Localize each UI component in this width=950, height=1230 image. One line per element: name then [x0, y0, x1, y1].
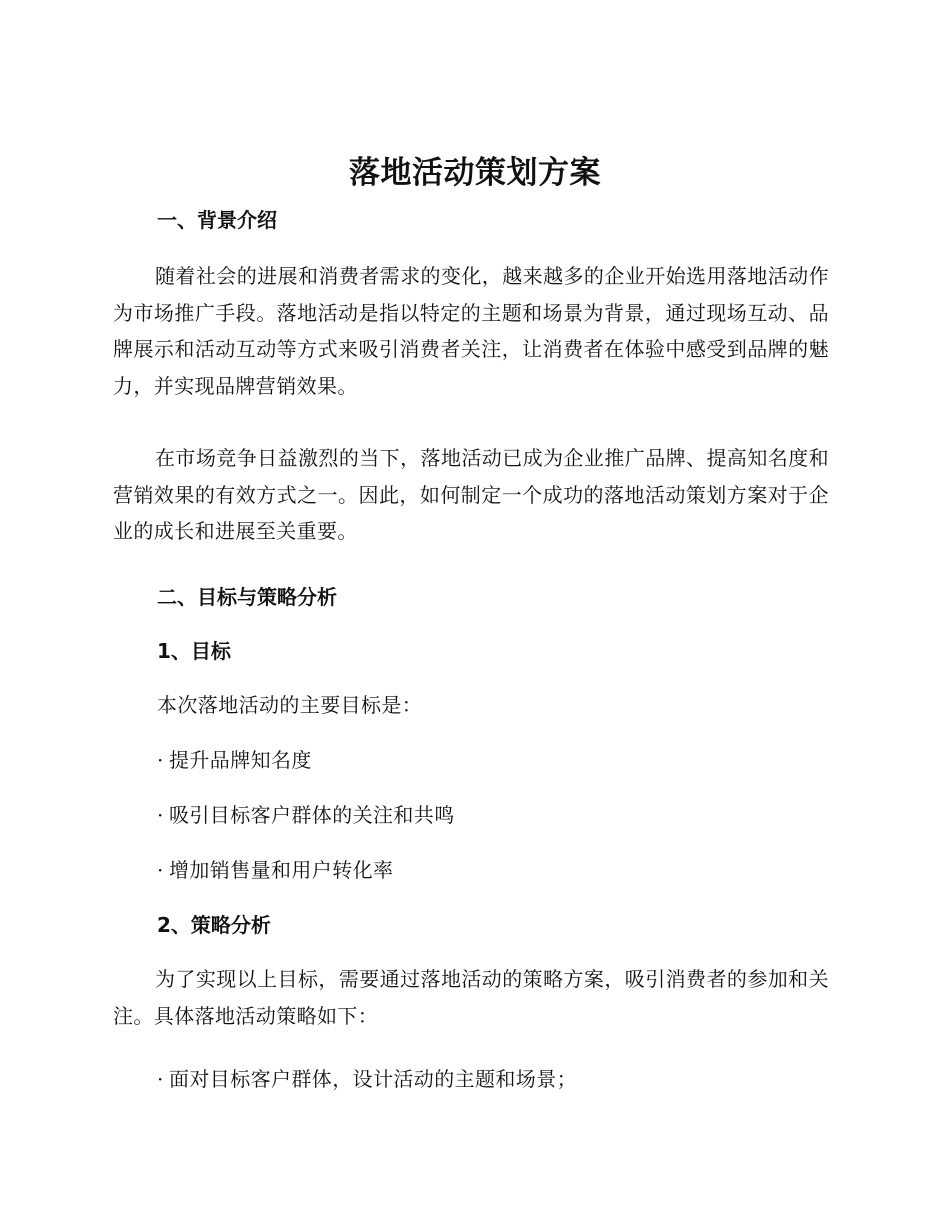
- list-item: [157, 745, 312, 775]
- list-item: [157, 1064, 577, 1094]
- subsection-heading-strategy: 2、策略分析: [157, 913, 271, 937]
- strategy-intro-text: 为了实现以上目标，需要通过落地活动的策略方案，吸引消费者的参加和关注。具体落地活动策略如下：: [113, 967, 829, 1028]
- document-title: 落地活动策划方案: [349, 155, 601, 191]
- paragraph-background-1: 随着社会的进展和消费者需求的变化，越来越多的企业开始选用落地活动作为市场推广手段。落地活动是指以特定的主题和场景为背景，通过现场互动、品牌展示和活动互动等方式来吸引消费者关注，让消费者在体验中感受到品牌的魅力，并实现品牌营销效果。: [113, 264, 829, 398]
- subsection-heading-goals: 1、目标: [157, 639, 231, 663]
- list-item: [157, 800, 455, 830]
- list-item-text: 提升品牌知名度: [169, 748, 312, 772]
- goals-intro-text: 本次落地活动的主要目标是：: [157, 693, 423, 717]
- section-heading-goals-strategy: 二、目标与策略分析: [157, 585, 337, 609]
- list-item-text: 增加销售量和用户转化率: [169, 858, 394, 882]
- list-item: [157, 855, 393, 885]
- bullet-dot: ·: [157, 748, 164, 772]
- bullet-dot: ·: [157, 858, 164, 882]
- paragraph-background-2: 在市场竞争日益激烈的当下，落地活动已成为企业推广品牌、提高知名度和营销效果的有效方式之一。因此，如何制定一个成功的落地活动策划方案对于企业的成长和进展至关重要。: [113, 446, 829, 543]
- list-item-text: 面对目标客户群体，设计活动的主题和场景；: [169, 1067, 577, 1091]
- bullet-dot: ·: [157, 1067, 164, 1091]
- section-heading-background: 一、背景介绍: [157, 208, 277, 232]
- bullet-dot: ·: [157, 803, 164, 827]
- list-item-text: 吸引目标客户群体的关注和共鸣: [169, 803, 455, 827]
